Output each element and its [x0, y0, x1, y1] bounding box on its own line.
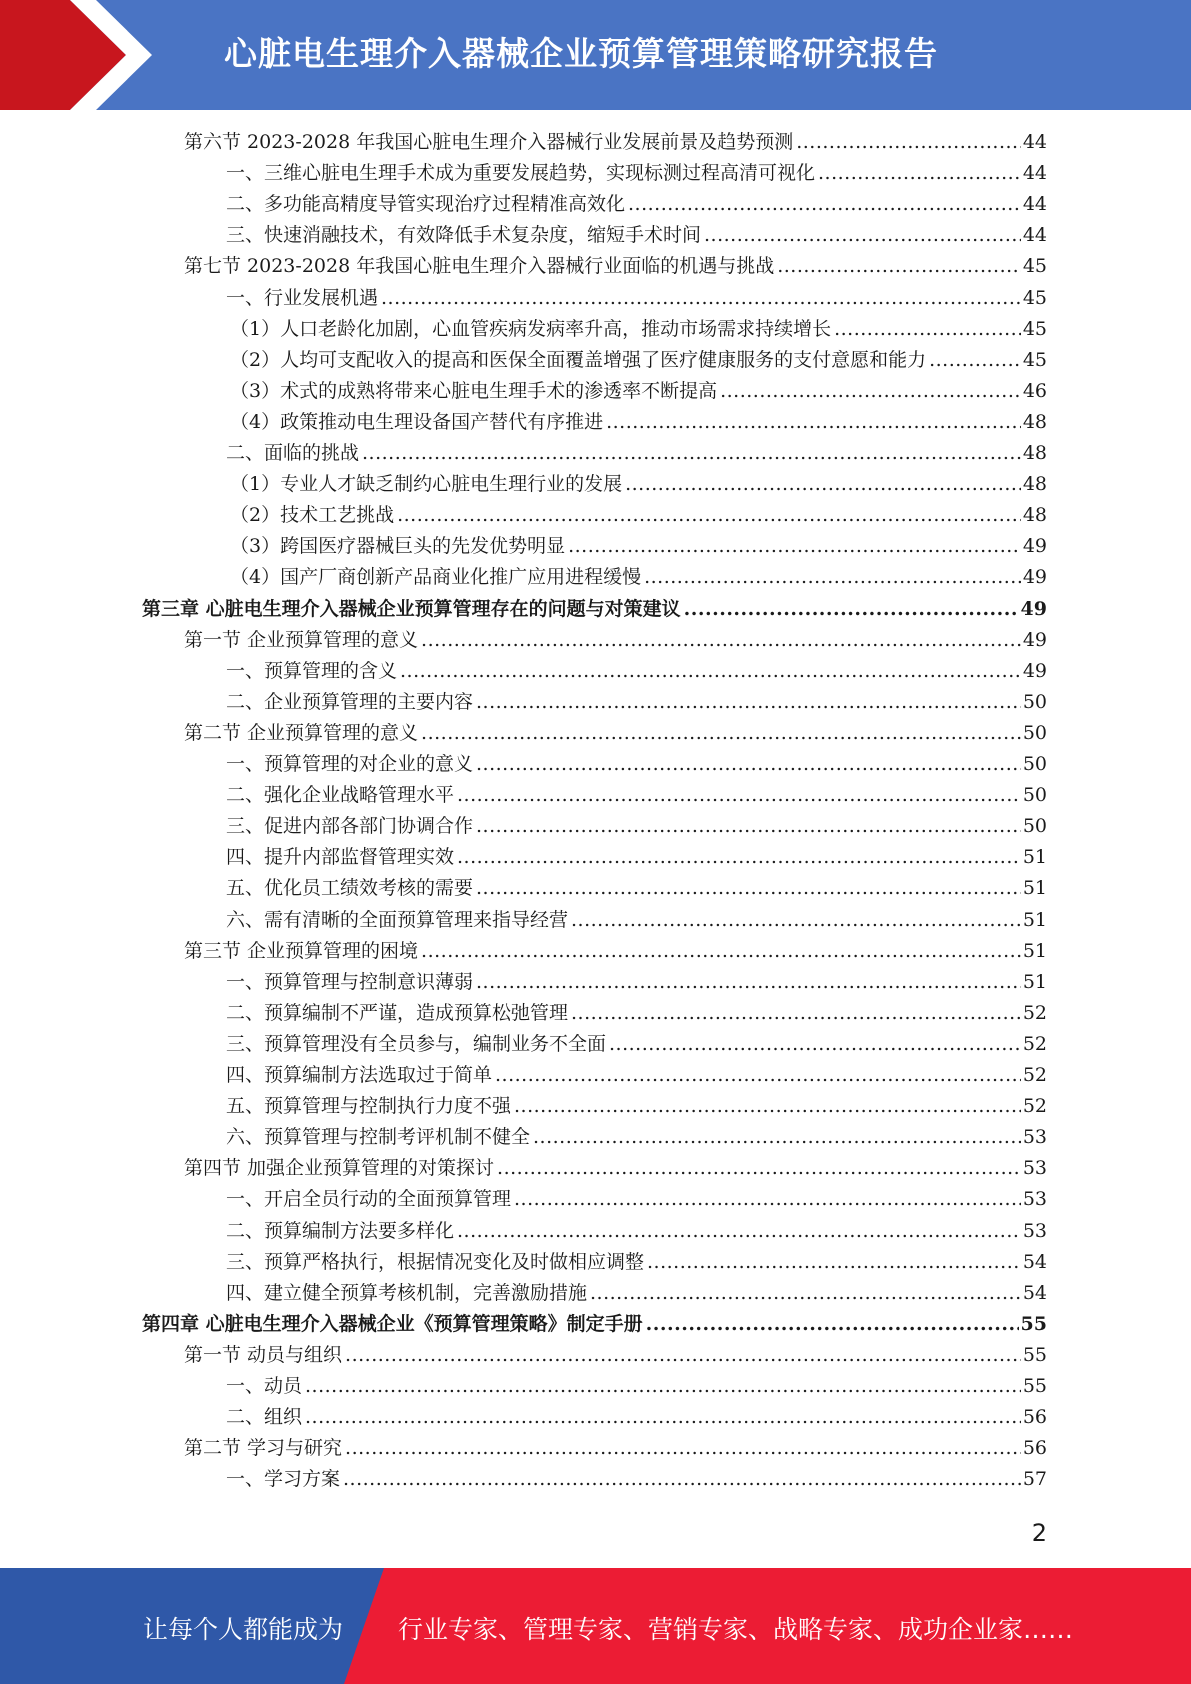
toc-entry-title: 四、提升内部监督管理实效: [226, 846, 455, 869]
toc-entry-page: 50: [1022, 721, 1047, 744]
toc-entry-page: 52: [1022, 1001, 1047, 1024]
toc-subsection-entry[interactable]: [226, 1184, 1047, 1215]
toc-subsection-entry[interactable]: [230, 500, 1047, 531]
toc-subsection-entry[interactable]: [226, 1122, 1047, 1153]
toc-dot-leader: [644, 562, 1021, 593]
toc-subsection-entry[interactable]: [226, 873, 1047, 904]
toc-entry-title: 五、优化员工绩效考核的需要: [226, 877, 474, 900]
page-number: 2: [1031, 1519, 1047, 1547]
footer-slogan-right: 行业专家、管理专家、营销专家、战略专家、成功企业家……: [398, 1615, 1074, 1644]
toc-entry-title: 二、强化企业战略管理水平: [226, 784, 455, 807]
report-title: 心脏电生理介入器械企业预算管理策略研究报告: [224, 34, 938, 73]
toc-entry-page: 46: [1022, 379, 1047, 402]
toc-entry-title: 二、预算编制方法要多样化: [226, 1219, 455, 1242]
toc-entry-title: 一、学习方案: [226, 1468, 341, 1491]
page-header-banner: [0, 0, 1191, 110]
toc-dot-leader: [400, 656, 1021, 687]
toc-dot-leader: [457, 842, 1021, 873]
toc-entry-title: 二、预算编制不严谨，造成预算松弛管理: [226, 1001, 569, 1024]
toc-subsection-entry[interactable]: [226, 1091, 1047, 1122]
toc-entry-page: 48: [1022, 410, 1047, 433]
toc-entry-title: 三、预算严格执行，根据情况变化及时做相应调整: [226, 1250, 645, 1273]
toc-entry-title: 四、预算编制方法选取过于简单: [226, 1064, 493, 1086]
toc-dot-leader: [345, 1433, 1021, 1464]
toc-entry-page: 53: [1022, 1188, 1047, 1211]
toc-entry-title: 一、预算管理与控制意识薄弱: [226, 970, 474, 993]
toc-subsection-entry[interactable]: [226, 998, 1047, 1029]
toc-entry-page: 45: [1022, 286, 1047, 309]
toc-dot-leader: [625, 469, 1021, 500]
toc-section-entry[interactable]: [184, 936, 1047, 967]
toc-entry-page: 48: [1022, 473, 1047, 496]
toc-entry-title: （1）人口老龄化加剧，心血管疾病发病率升高，推动市场需求持续增长: [230, 317, 832, 340]
toc-dot-leader: [343, 1464, 1021, 1495]
toc-section-entry[interactable]: [184, 625, 1047, 656]
toc-entry-title: 第二节 企业预算管理的意义: [184, 721, 419, 744]
toc-dot-leader: [720, 376, 1021, 407]
toc-subsection-entry[interactable]: [230, 562, 1047, 593]
toc-entry-page: 56: [1022, 1406, 1047, 1429]
toc-entry-title: 二、多功能高精度导管实现治疗过程精准高效化: [226, 193, 626, 216]
toc-entry-page: 50: [1022, 753, 1047, 775]
toc-entry-page: 53: [1022, 1219, 1047, 1242]
toc-subsection-entry[interactable]: [226, 1216, 1047, 1247]
toc-entry-title: 第四节 加强企业预算管理的对策探讨: [184, 1157, 495, 1180]
toc-entry-page: 44: [1022, 224, 1047, 247]
toc-entry-page: 54: [1022, 1250, 1047, 1273]
toc-dot-leader: [684, 594, 1019, 625]
toc-entry-title: 四、建立健全预算考核机制，完善激励措施: [226, 1281, 588, 1304]
toc-section-entry[interactable]: [184, 1153, 1047, 1184]
toc-entry-page: 49: [1022, 535, 1047, 558]
toc-dot-leader: [345, 1340, 1021, 1371]
toc-entry-page: 51: [1022, 908, 1047, 931]
toc-subsection-entry[interactable]: [226, 283, 1047, 314]
toc-entry-title: 三、促进内部各部门协调合作: [226, 815, 474, 838]
toc-subsection-entry[interactable]: [226, 189, 1047, 220]
toc-entry-page: 54: [1022, 1281, 1047, 1304]
toc-subsection-entry[interactable]: [226, 1247, 1047, 1278]
toc-entry-page: 55: [1022, 1343, 1047, 1366]
footer-slogan-left: 让每个人都能成为: [143, 1615, 344, 1644]
toc-entry-title: 一、动员: [226, 1375, 303, 1397]
toc-section-entry[interactable]: [184, 1433, 1047, 1464]
toc-dot-leader: [421, 625, 1021, 656]
toc-entry-page: 51: [1022, 970, 1047, 993]
toc-dot-leader: [568, 531, 1021, 562]
toc-subsection-entry[interactable]: [226, 656, 1047, 687]
toc-entry-title: （1）专业人才缺乏制约心脏电生理行业的发展: [230, 473, 623, 496]
toc-entry-title: 第四章 心脏电生理介入器械企业《预算管理策略》制定手册: [142, 1312, 643, 1335]
toc-section-entry[interactable]: [184, 718, 1047, 749]
toc-entry-title: 六、需有清晰的全面预算管理来指导经营: [226, 908, 569, 931]
toc-entry-page: 51: [1022, 877, 1047, 900]
toc-dot-leader: [476, 687, 1021, 718]
toc-dot-leader: [476, 811, 1021, 842]
toc-entry-title: 第六节 2023-2028 年我国心脏电生理介入器械行业发展前景及趋势预测: [184, 131, 794, 153]
toc-entry-title: 第七节 2023-2028 年我国心脏电生理介入器械行业面临的机遇与挑战: [184, 255, 775, 278]
toc-subsection-entry[interactable]: [226, 1464, 1047, 1495]
toc-entry-page: 56: [1022, 1437, 1047, 1460]
toc-subsection-entry[interactable]: [230, 531, 1047, 562]
toc-entry-page: 45: [1022, 348, 1047, 371]
toc-subsection-entry[interactable]: [226, 220, 1047, 251]
toc-entry-page: 48: [1022, 442, 1047, 464]
toc-dot-leader: [495, 1060, 1021, 1091]
toc-entry-title: （3）跨国医疗器械巨头的先发优势明显: [230, 535, 566, 558]
toc-entry-page: 44: [1022, 193, 1047, 216]
toc-entry-page: 44: [1022, 162, 1047, 185]
toc-entry-title: 第三章 心脏电生理介入器械企业预算管理存在的问题与对策建议: [142, 597, 681, 620]
toc-subsection-entry[interactable]: [226, 1371, 1047, 1402]
toc-dot-leader: [457, 780, 1021, 811]
toc-entry-page: 49: [1022, 659, 1047, 682]
toc-dot-leader: [514, 1091, 1021, 1122]
toc-dot-leader: [590, 1278, 1021, 1309]
toc-dot-leader: [929, 345, 1021, 376]
toc-entry-page: 49: [1022, 628, 1047, 651]
toc-entry-page: 52: [1022, 1095, 1047, 1118]
toc-dot-leader: [818, 158, 1021, 189]
toc-dot-leader: [514, 1184, 1021, 1215]
toc-dot-leader: [646, 1309, 1019, 1340]
toc-entry-title: 六、预算管理与控制考评机制不健全: [226, 1126, 531, 1149]
toc-subsection-entry[interactable]: [226, 1029, 1047, 1060]
toc-entry-page: 53: [1022, 1157, 1047, 1180]
toc-entry-page: 53: [1022, 1126, 1047, 1149]
toc-chapter-entry[interactable]: [142, 1309, 1047, 1340]
toc-subsection-entry[interactable]: [226, 1060, 1047, 1091]
toc-subsection-entry[interactable]: [226, 1402, 1047, 1433]
toc-subsection-entry[interactable]: [226, 687, 1047, 718]
toc-section-entry[interactable]: [184, 127, 1047, 158]
toc-entry-page: 48: [1022, 504, 1047, 527]
toc-dot-leader: [571, 998, 1021, 1029]
toc-dot-leader: [476, 967, 1021, 998]
toc-dot-leader: [796, 127, 1021, 158]
toc-dot-leader: [571, 905, 1021, 936]
toc-entry-title: 二、面临的挑战: [226, 442, 360, 464]
toc-entry-page: 52: [1022, 1064, 1047, 1086]
toc-subsection-entry[interactable]: [230, 345, 1047, 376]
toc-entry-page: 50: [1022, 784, 1047, 807]
toc-entry-title: 一、预算管理的对企业的意义: [226, 753, 474, 775]
toc-dot-leader: [457, 1216, 1021, 1247]
toc-dot-leader: [476, 749, 1021, 780]
toc-dot-leader: [628, 189, 1021, 220]
toc-subsection-entry[interactable]: [226, 842, 1047, 873]
toc-entry-page: 49: [1020, 597, 1047, 620]
toc-entry-page: 51: [1022, 939, 1047, 962]
toc-entry-title: 二、企业预算管理的主要内容: [226, 690, 474, 713]
toc-entry-title: 第一节 动员与组织: [184, 1343, 343, 1366]
toc-entry-page: 57: [1022, 1468, 1047, 1491]
toc-dot-leader: [305, 1402, 1021, 1433]
toc-dot-leader: [704, 220, 1021, 251]
toc-subsection-entry[interactable]: [226, 1278, 1047, 1309]
toc-dot-leader: [362, 438, 1021, 469]
toc-dot-leader: [381, 283, 1021, 314]
toc-entry-page: 55: [1020, 1312, 1047, 1335]
toc-subsection-entry[interactable]: [230, 376, 1047, 407]
toc-subsection-entry[interactable]: [230, 407, 1047, 438]
toc-entry-title: 第一节 企业预算管理的意义: [184, 628, 419, 651]
toc-entry-title: 五、预算管理与控制执行力度不强: [226, 1095, 512, 1118]
toc-entry-title: （3）术式的成熟将带来心脏电生理手术的渗透率不断提高: [230, 379, 718, 402]
toc-entry-title: 一、开启全员行动的全面预算管理: [226, 1188, 512, 1211]
toc-section-entry[interactable]: [184, 1340, 1047, 1371]
toc-dot-leader: [476, 873, 1021, 904]
toc-entry-title: 二、组织: [226, 1406, 303, 1429]
toc-dot-leader: [421, 718, 1021, 749]
toc-subsection-entry[interactable]: [226, 749, 1047, 780]
toc-entry-title: 第三节 企业预算管理的困境: [184, 939, 419, 962]
toc-entry-page: 45: [1022, 317, 1047, 340]
toc-entry-page: 50: [1022, 815, 1047, 838]
toc-entry-title: （2）人均可支配收入的提高和医保全面覆盖增强了医疗健康服务的支付意愿和能力: [230, 348, 927, 371]
toc-entry-title: （4）政策推动电生理设备国产替代有序推进: [230, 410, 604, 433]
toc-dot-leader: [647, 1247, 1021, 1278]
toc-section-entry[interactable]: [184, 251, 1047, 282]
toc-subsection-entry[interactable]: [230, 469, 1047, 500]
toc-dot-leader: [533, 1122, 1021, 1153]
toc-entry-page: 52: [1022, 1032, 1047, 1055]
toc-dot-leader: [497, 1153, 1021, 1184]
toc-dot-leader: [305, 1371, 1021, 1402]
toc-entry-title: 一、行业发展机遇: [226, 286, 379, 309]
toc-dot-leader: [421, 936, 1021, 967]
toc-subsection-entry[interactable]: [230, 314, 1047, 345]
toc-dot-leader: [609, 1029, 1021, 1060]
toc-subsection-entry[interactable]: [226, 905, 1047, 936]
toc-entry-title: （2）技术工艺挑战: [230, 504, 395, 527]
toc-subsection-entry[interactable]: [226, 967, 1047, 998]
toc-dot-leader: [834, 314, 1021, 345]
toc-dot-leader: [606, 407, 1021, 438]
toc-entry-page: 50: [1022, 690, 1047, 713]
toc-chapter-entry[interactable]: [142, 594, 1047, 625]
toc-subsection-entry[interactable]: [226, 438, 1047, 469]
toc-entry-title: 三、预算管理没有全员参与，编制业务不全面: [226, 1032, 607, 1055]
toc-entry-title: 一、三维心脏电生理手术成为重要发展趋势，实现标测过程高清可视化: [226, 162, 816, 185]
toc-entry-page: 44: [1022, 131, 1047, 153]
toc-subsection-entry[interactable]: [226, 158, 1047, 189]
toc-entry-page: 45: [1022, 255, 1047, 278]
toc-entry-title: （4）国产厂商创新产品商业化推广应用进程缓慢: [230, 566, 642, 589]
toc-entry-page: 55: [1022, 1375, 1047, 1397]
toc-entry-page: 51: [1022, 846, 1047, 869]
toc-dot-leader: [397, 500, 1021, 531]
toc-subsection-entry[interactable]: [226, 780, 1047, 811]
toc-subsection-entry[interactable]: [226, 811, 1047, 842]
toc-entry-title: 三、快速消融技术，有效降低手术复杂度，缩短手术时间: [226, 224, 702, 247]
toc-entry-page: 49: [1022, 566, 1047, 589]
page-footer-banner: [0, 1568, 1191, 1684]
toc-entry-title: 一、预算管理的含义: [226, 659, 398, 682]
toc-dot-leader: [777, 251, 1021, 282]
toc-entry-title: 第二节 学习与研究: [184, 1437, 343, 1460]
